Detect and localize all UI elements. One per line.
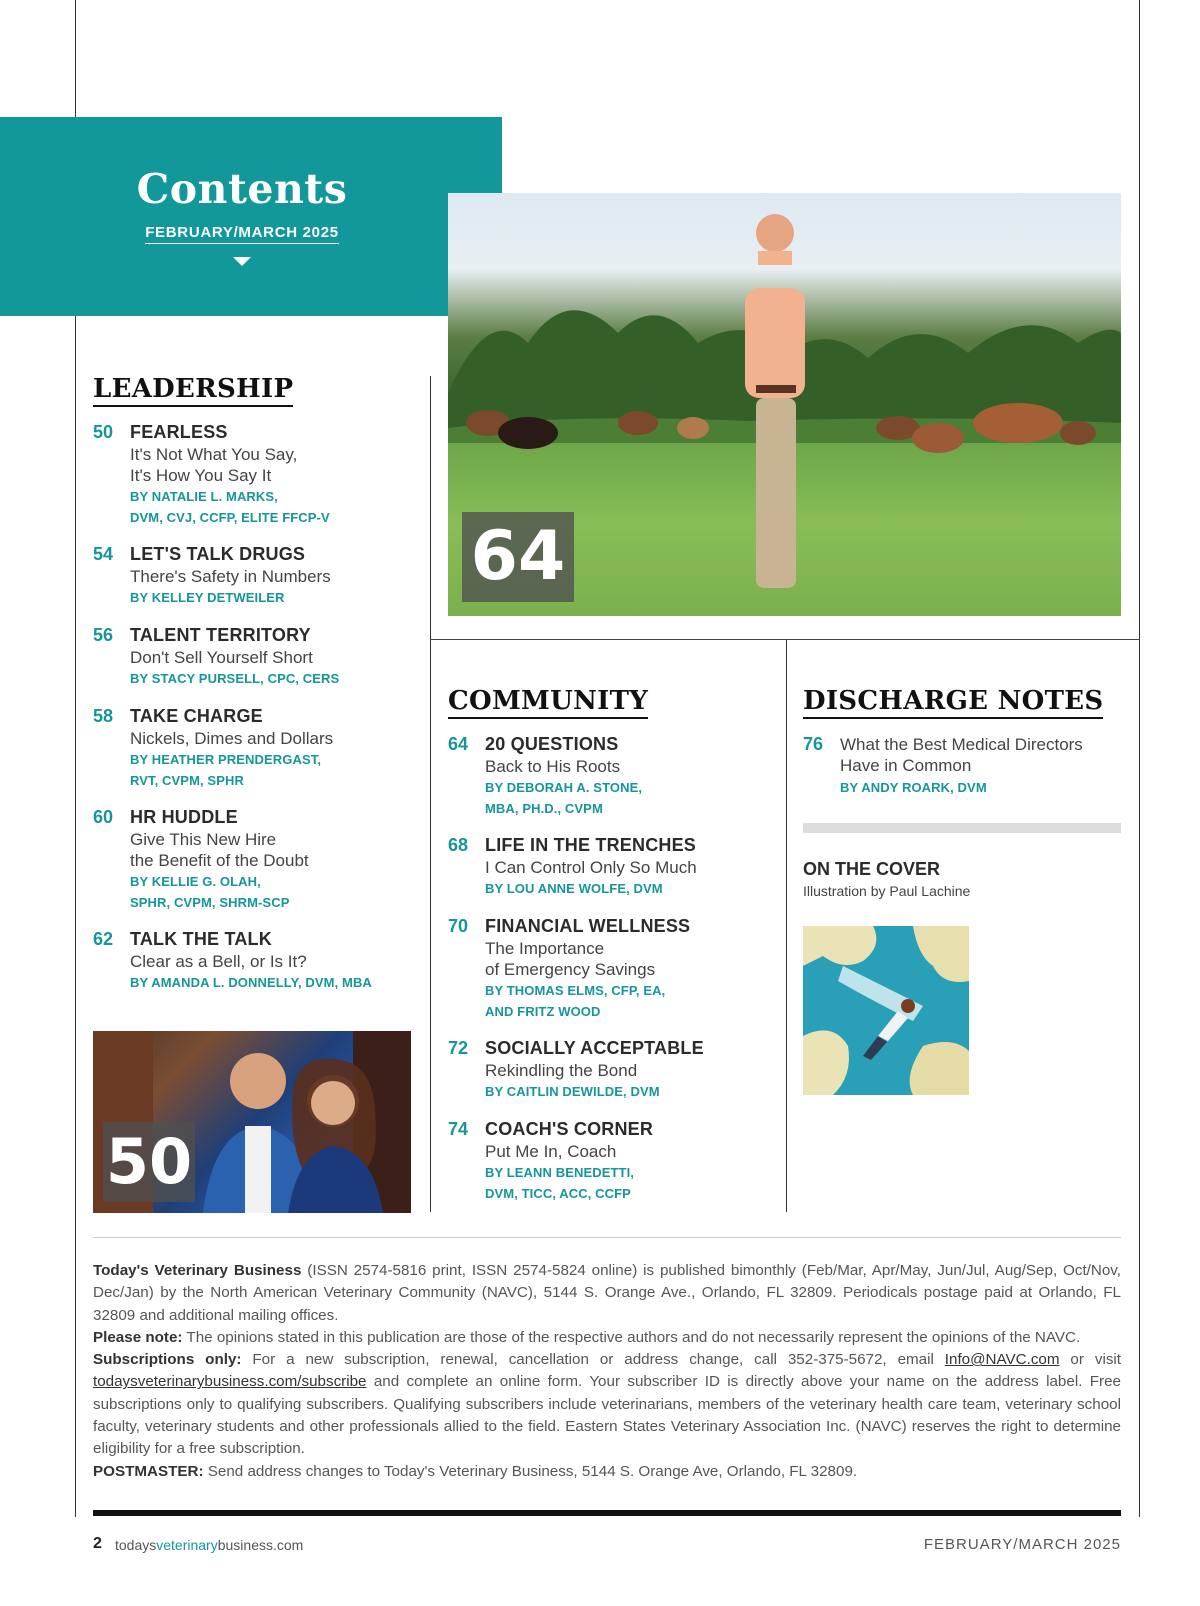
toc-byline <box>130 871 289 913</box>
toc-title <box>485 1141 616 1162</box>
toc-title-line: Don't Sell Yourself Short <box>130 648 313 667</box>
toc-title <box>485 938 655 980</box>
toc-page-number: 60 <box>93 807 114 827</box>
toc-title-line: It's Not What You Say, <box>130 445 298 464</box>
toc-page-number: 50 <box>93 422 114 442</box>
issue-date <box>0 224 484 241</box>
toc-byline-line: SPHR, CVPM, SHRM-SCP <box>130 895 290 910</box>
toc-byline-line: DVM, CVJ, CCFP, ELITE FFCP-V <box>130 510 330 525</box>
toc-title-line: the Benefit of the Doubt <box>130 851 309 870</box>
toc-kicker: TALK THE TALK <box>130 929 272 949</box>
toc-byline <box>485 777 642 819</box>
colophon-subscriptions-text: and complete an online form. Your subscriber ID is directly above your name on the address label. Free subscriptions only to qualifying subscribers. Qualifying subscribers include veterinarians, members of the veterinary health care team, veterinary school faculty, veterinary students and other professionals allied to the field. Eastern States Veterinary Association Inc. (NAVC) reserves the right to determine eligibility for a free subscription. <box>93 1373 1121 1458</box>
section-heading-discharge-text: DISCHARGE NOTES <box>803 686 1103 719</box>
toc-kicker: 20 QUESTIONS <box>485 734 619 754</box>
toc-kicker: LIFE IN THE TRENCHES <box>485 835 697 855</box>
toc-title <box>840 734 1083 776</box>
toc-page-number: 70 <box>448 916 469 936</box>
colophon-subscriptions-label: Subscriptions only: <box>93 1351 242 1369</box>
colophon-subscriptions-text: or visit <box>1059 1351 1122 1369</box>
arrow-down-icon <box>233 257 251 266</box>
toc-byline-line: BY AMANDA L. DONNELLY, DVM, MBA <box>130 975 372 990</box>
toc-byline-line: BY HEATHER PRENDERGAST, <box>130 752 322 767</box>
photo-divider <box>430 639 1140 640</box>
cover-thumbnail[interactable] <box>803 926 969 1095</box>
toc-kicker: TAKE CHARGE <box>130 706 263 726</box>
toc-title-line: Nickels, Dimes and Dollars <box>130 729 334 748</box>
issue-date-text: FEBRUARY/MARCH 2025 <box>145 224 339 244</box>
toc-byline-line: BY KELLIE G. OLAH, <box>130 874 261 889</box>
toc-title <box>130 829 309 871</box>
column-divider-2 <box>786 639 787 1212</box>
bottom-rule <box>93 1510 1121 1516</box>
colophon-postmaster-text: Send address changes to Today's Veterinary Business, 5144 S. Orange Ave, Orlando, FL 32809. <box>203 1462 858 1480</box>
toc-kicker: TALENT TERRITORY <box>130 625 311 645</box>
toc-byline <box>485 878 663 899</box>
toc-byline <box>485 980 665 1022</box>
toc-byline-line: BY KELLEY DETWEILER <box>130 590 285 605</box>
toc-page-number: 62 <box>93 929 114 949</box>
toc-byline-line: BY LOU ANNE WOLFE, DVM <box>485 881 663 896</box>
toc-title <box>130 728 333 749</box>
toc-kicker: COACH'S CORNER <box>485 1119 654 1139</box>
toc-title <box>130 444 297 486</box>
toc-title-line: Back to His Roots <box>485 757 621 776</box>
contents-header-box <box>0 117 502 316</box>
toc-page-number: 64 <box>448 734 469 754</box>
toc-title <box>130 951 307 972</box>
toc-kicker: HR HUDDLE <box>130 807 238 827</box>
toc-page-number: 74 <box>448 1119 469 1139</box>
folio-page-number: 2 <box>93 1535 102 1552</box>
footer-divider <box>93 1237 1121 1238</box>
toc-title <box>130 647 313 668</box>
subscription-email-link[interactable]: Info@NAVC.com <box>944 1351 1060 1369</box>
toc-byline <box>840 777 987 798</box>
section-heading-leadership <box>93 374 293 404</box>
toc-byline-line: RVT, CVPM, SPHR <box>130 773 244 788</box>
toc-kicker: SOCIALLY ACCEPTABLE <box>485 1038 704 1058</box>
toc-title-line: What the Best Medical Directors <box>840 735 1083 754</box>
toc-title <box>485 1060 637 1081</box>
toc-byline <box>130 972 372 993</box>
page-title: Contents <box>136 165 348 213</box>
toc-byline <box>130 749 321 791</box>
on-the-cover-heading: ON THE COVER <box>803 859 941 879</box>
toc-title-line: Have in Common <box>840 756 972 775</box>
toc-byline-line: BY ANDY ROARK, DVM <box>840 780 987 795</box>
colophon-publication-info: (ISSN 2574-5816 print, ISSN 2574-5824 online) is published bimonthly (Feb/Mar, Apr/May, Jun/Jul, Aug/Sep, Oct/Nov, Dec/Jan) by the North American Veterinary Community (NAVC), 5144 S. Orange Ave., Orlando, FL 32809. Periodicals postage paid at Orlando, FL 32809 and additional mailing offices. <box>93 1262 1121 1324</box>
toc-byline <box>485 1081 660 1102</box>
toc-byline-line: BY NATALIE L. MARKS, <box>130 489 278 504</box>
toc-byline-line: AND FRITZ WOOD <box>485 1004 601 1019</box>
toc-kicker: LET'S TALK DRUGS <box>130 544 306 564</box>
section-heading-community-text: COMMUNITY <box>448 686 648 719</box>
toc-byline <box>130 668 339 689</box>
toc-title-line: Rekindling the Bond <box>485 1061 638 1080</box>
toc-kicker: FINANCIAL WELLNESS <box>485 916 691 936</box>
colophon-note-text: The opinions stated in this publication are those of the respective authors and do not necessarily represent the opinions of the NAVC. <box>182 1328 1081 1346</box>
toc-byline-line: BY THOMAS ELMS, CFP, EA, <box>485 983 666 998</box>
colophon <box>93 1260 1121 1483</box>
toc-page-number: 72 <box>448 1038 469 1058</box>
colophon-note-label: Please note: <box>93 1328 183 1346</box>
toc-byline-line: BY CAITLIN DEWILDE, DVM <box>485 1084 660 1099</box>
toc-byline-line: DVM, TICC, ACC, CCFP <box>485 1186 631 1201</box>
toc-title-line: Clear as a Bell, or Is It? <box>130 952 307 971</box>
toc-title-line: The Importance <box>485 939 605 958</box>
toc-title <box>130 566 331 587</box>
toc-title-line: There's Safety in Numbers <box>130 567 331 586</box>
toc-title-line: of Emergency Savings <box>485 960 656 979</box>
cover-thumbnail-art <box>803 926 969 1095</box>
colophon-subscriptions-text: For a new subscription, renewal, cancellation or address change, call 352-375-5672, email <box>241 1351 945 1369</box>
section-heading-leadership-text: LEADERSHIP <box>93 374 293 407</box>
toc-title <box>485 857 697 878</box>
toc-title-line: Put Me In, Coach <box>485 1142 617 1161</box>
toc-byline <box>485 1162 634 1204</box>
colophon-publication-name: Today's Veterinary Business <box>93 1262 302 1279</box>
folio-issue-date: FEBRUARY/MARCH 2025 <box>923 1536 1121 1553</box>
toc-title-line: It's How You Say It <box>130 466 272 485</box>
colophon-postmaster-label: POSTMASTER: <box>93 1462 204 1480</box>
page-badge-50: 50 <box>103 1122 195 1202</box>
toc-byline-line: BY LEANN BENEDETTI, <box>485 1165 635 1180</box>
folio-website-accent: veterinary <box>156 1537 218 1553</box>
toc-byline <box>130 486 330 528</box>
frame-right-line <box>1139 0 1140 1517</box>
toc-page-number: 56 <box>93 625 114 645</box>
toc-page-number: 68 <box>448 835 469 855</box>
toc-byline-line: BY DEBORAH A. STONE, <box>485 780 643 795</box>
toc-title-line: Give This New Hire <box>130 830 277 849</box>
toc-page-number: 76 <box>803 734 824 754</box>
toc-byline-line: BY STACY PURSELL, CPC, CERS <box>130 671 340 686</box>
page-badge-64: 64 <box>462 512 574 602</box>
section-heading-community <box>448 686 648 716</box>
cover-divider <box>803 823 1121 833</box>
subscription-url-link[interactable]: todaysveterinarybusiness.com/subscribe <box>93 1373 367 1391</box>
toc-byline-line: MBA, PH.D., CVPM <box>485 801 603 816</box>
cover-credit: Illustration by Paul Lachine <box>803 883 971 899</box>
toc-title-line: I Can Control Only So Much <box>485 858 697 877</box>
toc-title <box>485 756 620 777</box>
column-divider-1 <box>430 376 431 1212</box>
toc-page-number: 58 <box>93 706 114 726</box>
toc-kicker: FEARLESS <box>130 422 228 442</box>
toc-byline <box>130 587 285 608</box>
folio-website-part: todays <box>115 1537 157 1553</box>
folio-website-part: business.com <box>217 1537 304 1553</box>
folio-website[interactable] <box>115 1537 303 1553</box>
section-heading-discharge-notes <box>803 686 1103 716</box>
toc-page-number: 54 <box>93 544 114 564</box>
